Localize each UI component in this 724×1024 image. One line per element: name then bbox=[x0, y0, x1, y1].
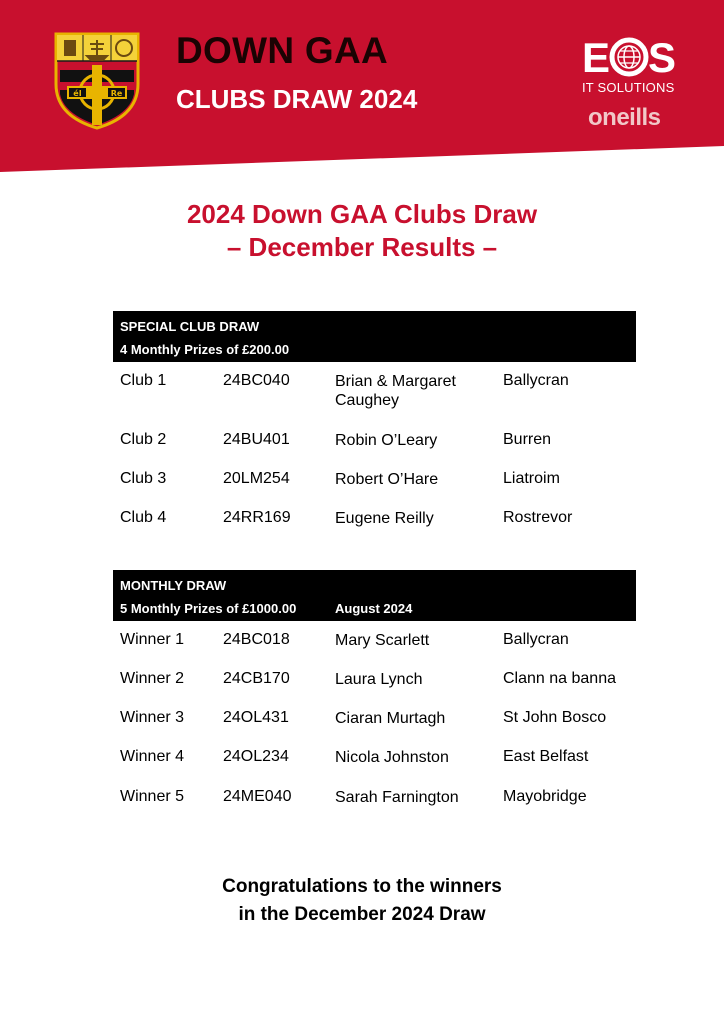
row-label: Winner 3 bbox=[120, 709, 185, 726]
results-heading-line2: – December Results – bbox=[226, 232, 498, 262]
table-row bbox=[120, 748, 640, 788]
ticket-code: 24BU401 bbox=[223, 431, 290, 448]
winner-name: Robin O’Leary bbox=[335, 432, 438, 449]
svg-text:Re: Re bbox=[110, 89, 123, 98]
row-label: Winner 4 bbox=[120, 748, 185, 765]
special-draw-title: SPECIAL CLUB DRAW bbox=[120, 319, 260, 334]
svg-text:E: E bbox=[582, 34, 611, 81]
monthly-draw-prize: 5 Monthly Prizes of £1000.00 bbox=[120, 601, 297, 616]
monthly-draw-title: MONTHLY DRAW bbox=[120, 578, 227, 593]
club-name: Liatroim bbox=[503, 470, 560, 487]
row-label: Winner 5 bbox=[120, 788, 185, 805]
down-gaa-crest-icon bbox=[54, 32, 140, 130]
winner-name: Robert O’Hare bbox=[335, 471, 439, 488]
ticket-code: 24RR169 bbox=[223, 509, 291, 526]
winner-name: Sarah Farnington bbox=[335, 789, 459, 806]
svg-text:S: S bbox=[648, 34, 677, 81]
ticket-code: 24OL234 bbox=[223, 748, 289, 765]
table-row bbox=[120, 509, 640, 549]
winner-name: Mary Scarlett bbox=[335, 632, 430, 649]
table-row bbox=[120, 431, 640, 471]
ticket-code: 24ME040 bbox=[223, 788, 292, 805]
sponsor-tagline: IT SOLUTIONS bbox=[582, 80, 675, 95]
monthly-draw-header bbox=[113, 570, 636, 621]
table-row bbox=[120, 631, 640, 671]
table-row bbox=[120, 788, 640, 828]
page-title: DOWN GAA bbox=[176, 30, 389, 71]
ticket-code: 24BC040 bbox=[223, 372, 290, 389]
special-draw-header bbox=[113, 311, 636, 362]
winner-name: Nicola Johnston bbox=[335, 749, 449, 766]
congratulations-line1: Congratulations to the winners bbox=[222, 876, 502, 897]
table-row bbox=[120, 470, 640, 510]
club-name: Rostrevor bbox=[503, 509, 573, 526]
special-draw-prize: 4 Monthly Prizes of £200.00 bbox=[120, 342, 290, 357]
table-row bbox=[120, 372, 640, 412]
results-heading-line1: 2024 Down GAA Clubs Draw bbox=[186, 199, 538, 229]
winner-name: Ciaran Murtagh bbox=[335, 710, 446, 727]
winner-name: Eugene Reilly bbox=[335, 510, 434, 527]
ticket-code: 24BC018 bbox=[223, 631, 290, 648]
congratulations-line2: in the December 2024 Draw bbox=[238, 904, 486, 925]
ticket-code: 24CB170 bbox=[223, 670, 290, 687]
winner-name: Laura Lynch bbox=[335, 671, 423, 688]
winner-name: Brian & Margaret Caughey bbox=[335, 373, 456, 409]
table-row bbox=[120, 709, 640, 749]
svg-text:éI: éI bbox=[73, 89, 82, 98]
club-name: Burren bbox=[503, 431, 552, 448]
page-subtitle: CLUBS DRAW 2024 bbox=[176, 84, 418, 114]
row-label: Winner 1 bbox=[120, 631, 185, 648]
row-label: Club 1 bbox=[120, 372, 167, 389]
club-name: Ballycran bbox=[503, 631, 569, 648]
club-name: Clann na banna bbox=[503, 670, 616, 687]
club-name: Mayobridge bbox=[503, 788, 587, 805]
monthly-draw-month: August 2024 bbox=[335, 601, 413, 616]
club-name: St John Bosco bbox=[503, 709, 607, 726]
ticket-code: 24OL431 bbox=[223, 709, 289, 726]
row-label: Club 4 bbox=[120, 509, 167, 526]
row-label: Winner 2 bbox=[120, 670, 185, 687]
table-row bbox=[120, 670, 640, 710]
club-name: Ballycran bbox=[503, 372, 569, 389]
row-label: Club 2 bbox=[120, 431, 167, 448]
ticket-code: 20LM254 bbox=[223, 470, 290, 487]
club-name: East Belfast bbox=[503, 748, 589, 765]
row-label: Club 3 bbox=[120, 470, 167, 487]
oneills-logo: oneills bbox=[588, 104, 661, 131]
